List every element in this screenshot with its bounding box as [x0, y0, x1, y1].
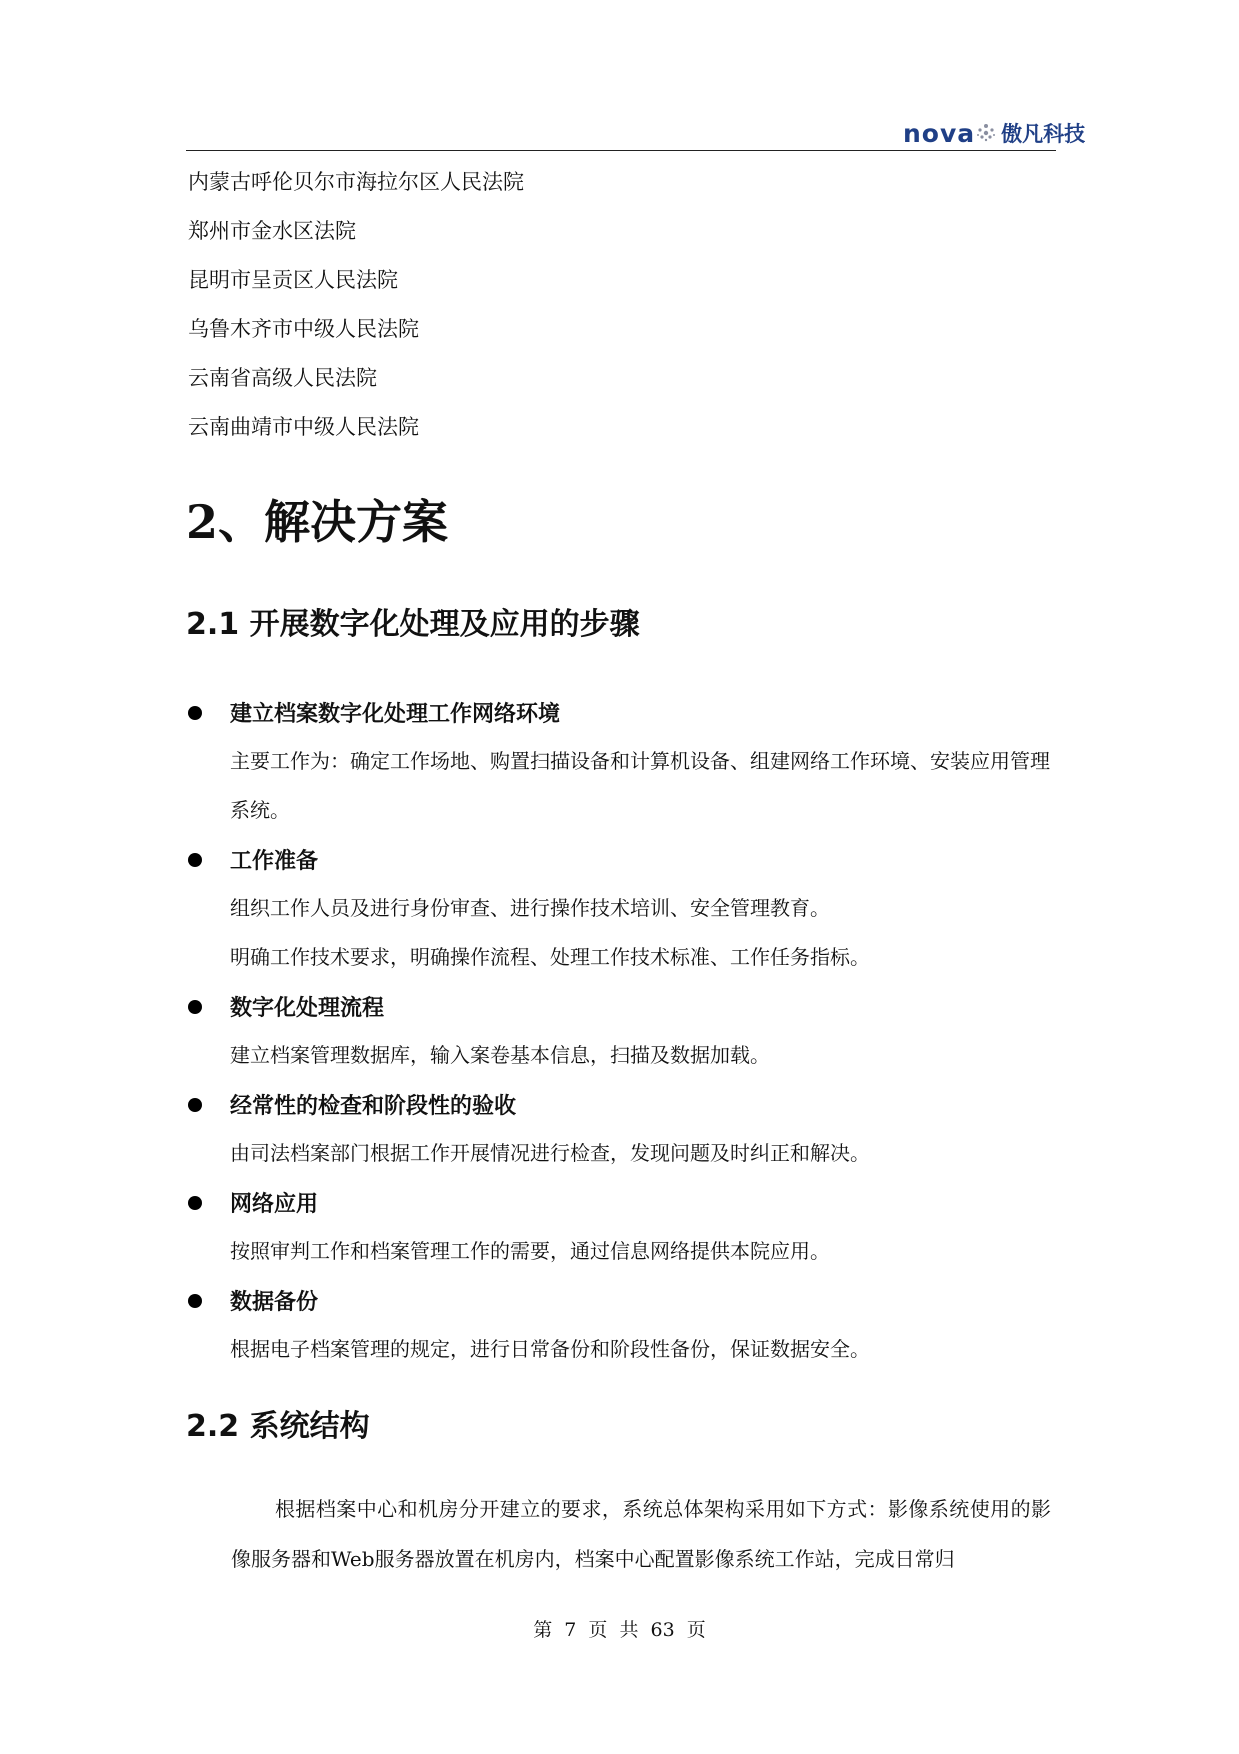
page-number: 第 7 页 共 63 页	[533, 1619, 706, 1641]
step-label: 数据备份	[230, 1290, 319, 1315]
step-description: 根据电子档案管理的规定，进行日常备份和阶段性备份，保证数据安全。	[230, 1337, 870, 1361]
step-description: 明确工作技术要求，明确操作流程、处理工作技术标准、工作任务指标。	[230, 945, 870, 969]
step-item	[186, 1276, 1056, 1374]
step-item	[186, 1178, 1056, 1276]
step-description: 主要工作为：确定工作场地、购置扫描设备和计算机设备、组建网络工作环境、安装应用管理系统。	[230, 749, 1050, 822]
header-divider	[186, 150, 1056, 151]
bullet-icon	[188, 706, 202, 720]
steps-list	[186, 688, 1056, 1374]
star-icon	[976, 123, 996, 143]
bullet-icon	[188, 853, 202, 867]
section-2-1-heading: 2.1 开展数字化处理及应用的步骤	[186, 607, 640, 642]
section-2-heading: 2、解决方案	[186, 495, 449, 549]
list-item: 昆明市呈贡区人民法院	[188, 268, 398, 292]
bullet-icon	[188, 1294, 202, 1308]
step-label: 建立档案数字化处理工作网络环境	[230, 702, 561, 727]
step-description: 组织工作人员及进行身份审查、进行操作技术培训、安全管理教育。	[230, 896, 830, 920]
list-item: 郑州市金水区法院	[188, 219, 356, 243]
list-item: 内蒙古呼伦贝尔市海拉尔区人民法院	[188, 170, 524, 194]
step-label: 网络应用	[230, 1192, 319, 1217]
company-logo	[903, 118, 1085, 148]
list-item: 云南曲靖市中级人民法院	[188, 415, 419, 439]
bullet-icon	[188, 1196, 202, 1210]
step-item	[186, 835, 1056, 982]
step-item	[186, 982, 1056, 1080]
step-item	[186, 1080, 1056, 1178]
list-item: 云南省高级人民法院	[188, 366, 377, 390]
court-list	[188, 158, 524, 452]
step-description: 建立档案管理数据库，输入案卷基本信息，扫描及数据加载。	[230, 1043, 770, 1067]
step-label: 工作准备	[230, 849, 319, 874]
bullet-icon	[188, 1098, 202, 1112]
step-description: 按照审判工作和档案管理工作的需要，通过信息网络提供本院应用。	[230, 1239, 830, 1263]
step-label: 经常性的检查和阶段性的验收	[230, 1094, 517, 1119]
logo-cn-text: 傲凡科技	[1001, 122, 1086, 146]
bullet-icon	[188, 1000, 202, 1014]
logo-brand: nova	[903, 118, 976, 148]
step-label: 数字化处理流程	[230, 996, 385, 1021]
section-2-2-paragraph: 根据档案中心和机房分开建立的要求，系统总体架构采用如下方式：影像系统使用的影像服务器和Web服务器放置在机房内，档案中心配置影像系统工作站，完成日常归	[231, 1497, 1051, 1571]
list-item: 乌鲁木齐市中级人民法院	[188, 317, 419, 341]
step-description: 由司法档案部门根据工作开展情况进行检查，发现问题及时纠正和解决。	[230, 1141, 870, 1165]
step-item	[186, 688, 1056, 835]
section-2-2-heading: 2.2 系统结构	[186, 1409, 370, 1444]
